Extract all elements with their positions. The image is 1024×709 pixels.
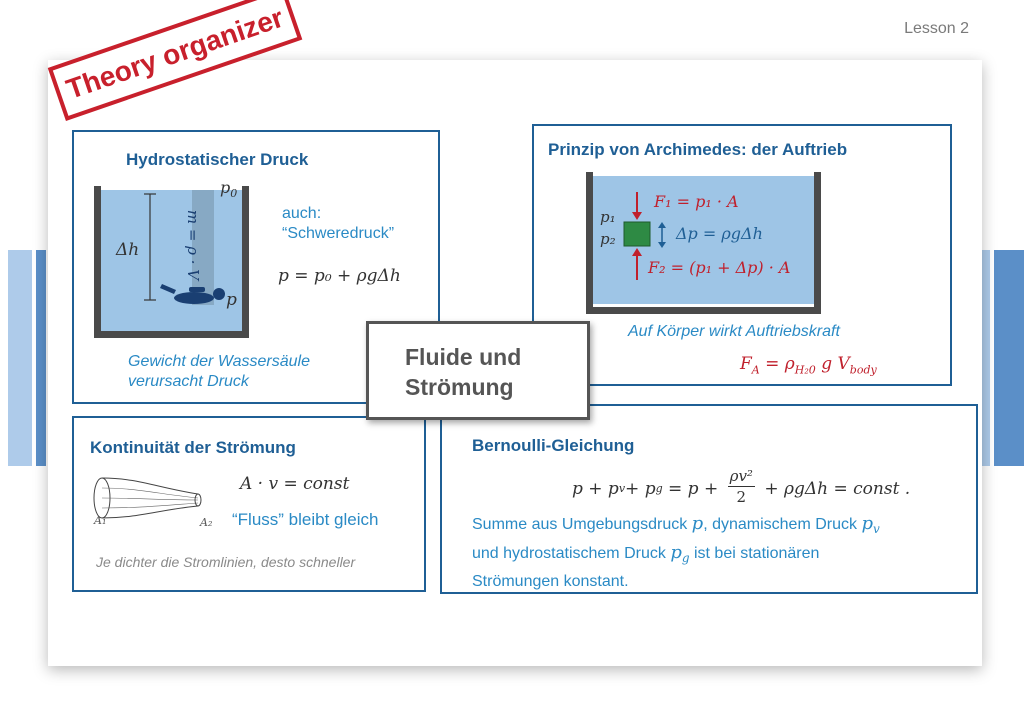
p2-label: p₂ [600,230,616,248]
bernoulli-box [440,404,978,594]
flow-tube-illustration [88,472,218,532]
p-label: p [226,290,237,310]
continuity-title: Kontinuität der Strömung [90,438,296,457]
dp-formula: Δp = ρgΔh [676,224,763,243]
decor-bar-left-light [8,250,32,466]
hydrostatic-formula: p = p₀ + ρgΔh [278,266,401,286]
continuity-formula: A · v = const [240,474,350,494]
water-column-illustration [94,182,254,342]
bernoulli-description: Summe aus Umgebungsdruck p, dynamischem Druck $p_v$ und hydrostatischem Druck $p_g$ ist bei stationären Strömungen konstant. [472,513,880,591]
also-label: auch: “Schweredruck” [282,205,395,242]
flux-label: “Fluss” bleibt gleich [232,510,379,529]
bernoulli-equation: p + p v + p g = p + $\frac{\text{ρv²}}{2}$ + ρgΔh = const . [572,467,911,506]
stamp-text: Theory organizer [62,1,288,105]
a2-label: A₂ [200,516,213,529]
decor-bar-right-dark [994,250,1024,466]
a1-label: A₁ [94,514,107,527]
p1-label: p₁ [600,208,616,226]
decor-bar-left-dark [36,250,46,466]
delta-h-label: Δh [116,240,140,260]
lesson-label: Lesson 2 [904,20,969,37]
f2-formula: F₂ = (p₁ + Δp) · A [648,258,791,277]
hydrostatic-caption: Gewicht der Wassersäule verursacht Druck [128,353,310,390]
f1-formula: F₁ = p₁ · A [654,192,739,211]
mass-label: m = ρ · V [184,209,203,281]
archimedes-box [532,124,952,386]
p0-label: $p_0$ [220,178,238,201]
topic-box [366,321,590,420]
archimedes-title: Prinzip von Archimedes: der Auftrieb [548,140,848,159]
hydrostatic-title: Hydrostatischer Druck [126,150,309,169]
bernoulli-title: Bernoulli-Gleichung [472,436,635,455]
topic-line-2: Strömung [405,374,514,400]
buoyancy-formula: $F_A = \rho_{H_20}$ g $V_{body}$ [740,354,877,377]
topic-line-1: Fluide und [405,344,522,370]
streamline-note: Je dichter die Stromlinien, desto schneller [96,554,356,570]
archimedes-caption: Auf Körper wirkt Auftriebskraft [628,323,840,340]
continuity-box [72,416,426,592]
